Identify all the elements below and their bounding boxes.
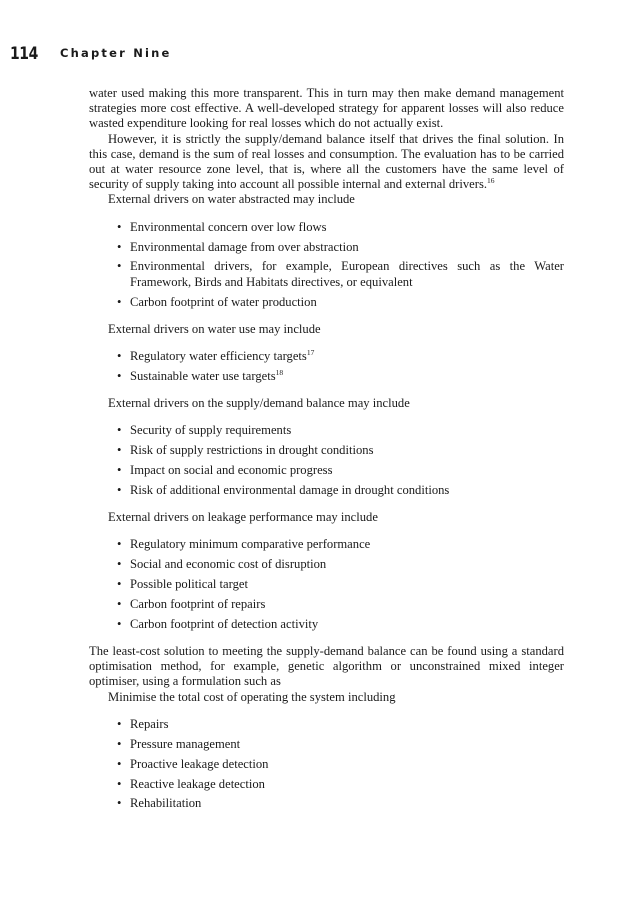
list-item: • Risk of supply restrictions in drought conditions (117, 443, 374, 458)
bullet-icon: • (117, 796, 122, 811)
bullet-icon: • (117, 294, 122, 309)
list-item: • Pressure management (117, 736, 241, 751)
list-item: • Rehabilitation (117, 796, 202, 811)
paragraph: The least-cost solution to meeting the supply-demand balance can be found using a standard optimisation method, for example, genetic algorithm or unconstrained mixed integer optimiser, using a formulation such as (89, 644, 564, 689)
list-intro: External drivers on water abstracted may include (108, 192, 355, 207)
bullet-list (89, 537, 564, 632)
bullet-icon: • (117, 756, 122, 771)
bullet-icon: • (117, 259, 122, 274)
list-item: • Possible political target (117, 577, 248, 592)
list-intro: External drivers on leakage performance may include (108, 510, 378, 525)
list-item: • Environmental concern over low flows (117, 219, 327, 234)
bullet-list (89, 423, 564, 498)
page-number: 114 (10, 44, 38, 64)
list-item: • Risk of additional environmental damage in drought conditions (117, 482, 450, 497)
list-item: • Carbon footprint of water production (117, 294, 317, 309)
list-item: • Sustainable water use targets$^{18}$ (117, 367, 284, 383)
bullet-icon: • (117, 736, 122, 751)
list-item: • Carbon footprint of detection activity (117, 616, 319, 631)
bullet-icon: • (117, 577, 122, 592)
bullet-icon: • (117, 537, 122, 552)
bullet-list (89, 349, 564, 384)
bullet-icon: • (117, 776, 122, 791)
bullet-icon: • (117, 596, 122, 611)
bullet-icon: • (117, 443, 122, 458)
list-item: • Carbon footprint of repairs (117, 596, 266, 611)
bullet-list (89, 717, 564, 812)
footnote-ref: 17 (306, 347, 315, 357)
paragraph: However, it is strictly the supply/demand balance itself that drives the final solution. In this case, demand is the sum of real losses and consumption. The evaluation has to be carried out at water resource zone level, that is, where all the customers have the same level of security of supply taking into account all possible internal and external drivers.$^{16}$ (89, 131, 564, 192)
list-item: • Reactive leakage detection (117, 776, 265, 791)
bullet-icon: • (117, 716, 122, 731)
list-item: • Regulatory water efficiency targets$^{17}$ (117, 347, 315, 363)
bullet-icon: • (117, 368, 122, 383)
bullet-icon: • (117, 219, 122, 234)
list-intro: External drivers on water use may include (108, 321, 321, 336)
bullet-icon: • (117, 482, 122, 497)
footnote-ref: 18 (275, 367, 284, 377)
bullet-icon: • (117, 348, 122, 363)
bullet-icon: • (117, 557, 122, 572)
list-item: • Environmental damage from over abstraction (117, 239, 359, 254)
paragraph: water used making this more transparent. This in turn may then make demand management strategies more cost effective. A well-developed strategy for apparent losses will also reduce wasted expenditure looking for real losses which do not actually exist. (89, 86, 564, 131)
body-text (89, 86, 564, 824)
list-item: • Proactive leakage detection (117, 756, 269, 771)
bullet-icon: • (117, 423, 122, 438)
chapter-title: Chapter Nine (60, 46, 172, 60)
list-intro: External drivers on the supply/demand balance may include (108, 396, 410, 410)
list-item: • Social and economic cost of disruption (117, 557, 327, 572)
bullet-icon: • (117, 462, 122, 477)
bullet-icon: • (117, 616, 122, 631)
list-item: • Security of supply requirements (117, 423, 292, 438)
bullet-list (89, 220, 564, 310)
list-intro: Minimise the total cost of operating the system including (108, 689, 396, 704)
list-item: • Environmental drivers, for example, European directives such as the Water Framework, Birds and Habitats directives, or equivalent (117, 259, 564, 289)
footnote-ref: 16 (487, 176, 495, 186)
list-item: • Impact on social and economic progress (117, 462, 333, 477)
list-item: • Repairs (117, 716, 169, 731)
list-item: • Regulatory minimum comparative performance (117, 537, 371, 552)
bullet-icon: • (117, 239, 122, 254)
